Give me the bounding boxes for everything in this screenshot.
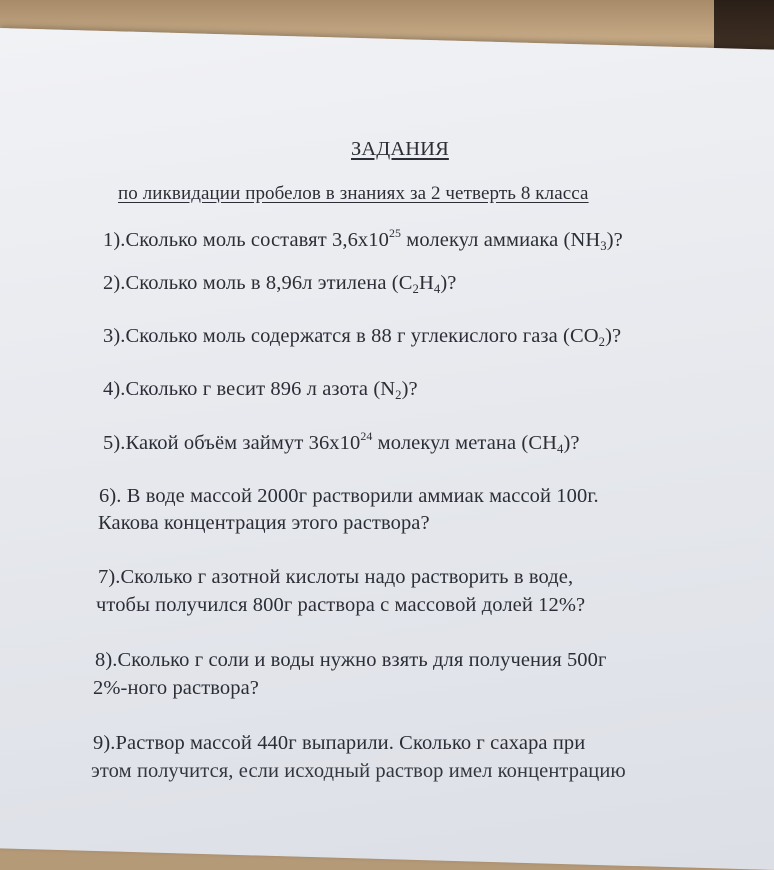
task-1: 1).Сколько моль составят $3,6х10^{25}$ молекул аммиака $(NH_3)$?: [103, 226, 623, 253]
task-4: 4).Сколько г весит 896 л азота $(N_2)$?: [103, 378, 418, 402]
task-9-line-2: этом получится, если исходный раствор имел концентрацию: [91, 760, 626, 782]
task-7-line-2: чтобы получился 800г раствора с массовой долей 12%?: [96, 594, 586, 616]
task-5: 5).Какой объём займут $36х10^{24}$ молекул метана $(CH_4)$?: [103, 429, 580, 456]
task-6-line-2: Какова концентрация этого раствора?: [98, 512, 430, 534]
document-title: ЗАДАНИЯ: [351, 138, 449, 160]
task-7-line-1: 7).Сколько г азотной кислоты надо растворить в воде,: [98, 566, 574, 588]
task-8-line-1: 8).Сколько г соли и воды нужно взять для получения 500г: [95, 649, 607, 671]
task-6-line-1: 6). В воде массой 2000г растворили аммиак массой 100г.: [99, 485, 599, 507]
document-subtitle: по ликвидации пробелов в знаниях за 2 четверть 8 класса: [118, 183, 589, 204]
task-9-line-1: 9).Раствор массой 440г выпарили. Сколько г сахара при: [93, 732, 586, 754]
task-2: 2).Сколько моль в 8,96л этилена $(C_2H_4)$?: [103, 272, 457, 296]
task-3: 3).Сколько моль содержатся в 88 г углекислого газа $(CO_2)$?: [103, 325, 622, 349]
task-8-line-2: 2%-ного раствора?: [93, 677, 259, 699]
